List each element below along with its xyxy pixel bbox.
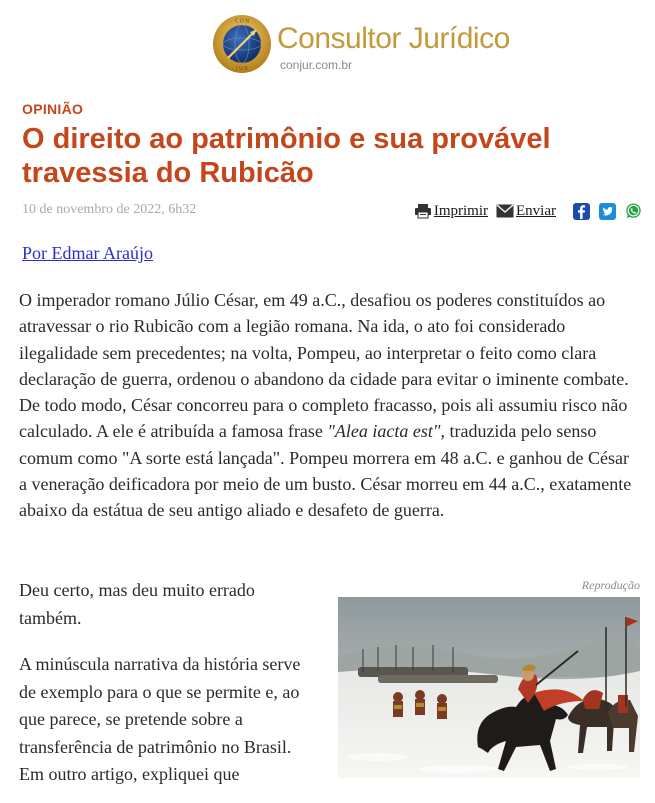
site-header: [0, 0, 655, 90]
site-title: Consultor Jurídico: [277, 22, 510, 55]
article-paragraph-3: A minúscula narrativa da história serve de exemplo para o que se permite e, ao que parece, se pretende sobre a transferência de patrimônio no Brasil. Em outro artigo, expliquei que: [19, 654, 301, 784]
paragraph-1-text-b: , traduzida pelo senso comum como "A sorte está lançada". Pompeu morrera em 48 a.C. e ganhou de César a veneração deificadora por meio de um busto. César morreu em 44 a.C., exatamente abaixo da estátua de seu antigo aliado e desafeto de guerra.: [19, 421, 632, 521]
twitter-icon: [599, 203, 616, 220]
whatsapp-icon: [625, 202, 642, 220]
article-headline: O direito ao patrimônio e sua provável travessia do Rubicão: [22, 123, 551, 189]
painting-illustration: [338, 597, 640, 778]
svg-text:C O N: C O N: [234, 18, 250, 25]
send-button[interactable]: [496, 203, 556, 220]
facebook-share-button[interactable]: [573, 203, 590, 220]
paragraph-1-text-a: O imperador romano Júlio César, em 49 a.C., desafiou os poderes constituídos ao atravessar o rio Rubicão com a legião romana. Na ida, o ato foi considerado ilegalidade sem precedentes; na volta, Pompeu, ao interpretar o feito como clara declaração de guerra, ordenou o abandono da cidade para evitar o iminente combate. De todo modo, César concorreu para o completo fracasso, pois ali assumiu risco não calculado. A ele é atribuída a famosa frase: [19, 290, 629, 442]
printer-icon: [414, 203, 432, 219]
image-credit: Reprodução: [581, 578, 640, 592]
share-tools: [414, 200, 642, 222]
caesar-rubicon-painting[interactable]: [338, 597, 640, 778]
site-domain: conjur.com.br: [280, 58, 353, 72]
article-figure: [338, 578, 640, 778]
article-paragraph-2: Deu certo, mas deu muito errado também.: [19, 580, 255, 628]
twitter-share-button[interactable]: [599, 203, 616, 220]
article-paragraph-1: [19, 287, 641, 524]
section-label[interactable]: OPINIÃO: [22, 101, 84, 117]
send-label: Enviar: [516, 202, 556, 219]
print-button[interactable]: [414, 203, 488, 220]
svg-text:J U R: J U R: [236, 66, 248, 72]
site-logo-link[interactable]: [212, 14, 522, 76]
latin-quote: "Alea iacta est": [327, 421, 441, 442]
print-label: Imprimir: [433, 202, 489, 219]
meta-row: [22, 200, 642, 222]
conjur-emblem-icon: [212, 14, 272, 74]
facebook-icon: [573, 203, 590, 220]
whatsapp-share-button[interactable]: [625, 203, 642, 220]
author-link[interactable]: Por Edmar Araújo: [22, 243, 153, 263]
article-body: [19, 287, 641, 524]
envelope-icon: [496, 204, 514, 218]
publish-date: 10 de novembro de 2022, 6h32: [22, 202, 197, 217]
